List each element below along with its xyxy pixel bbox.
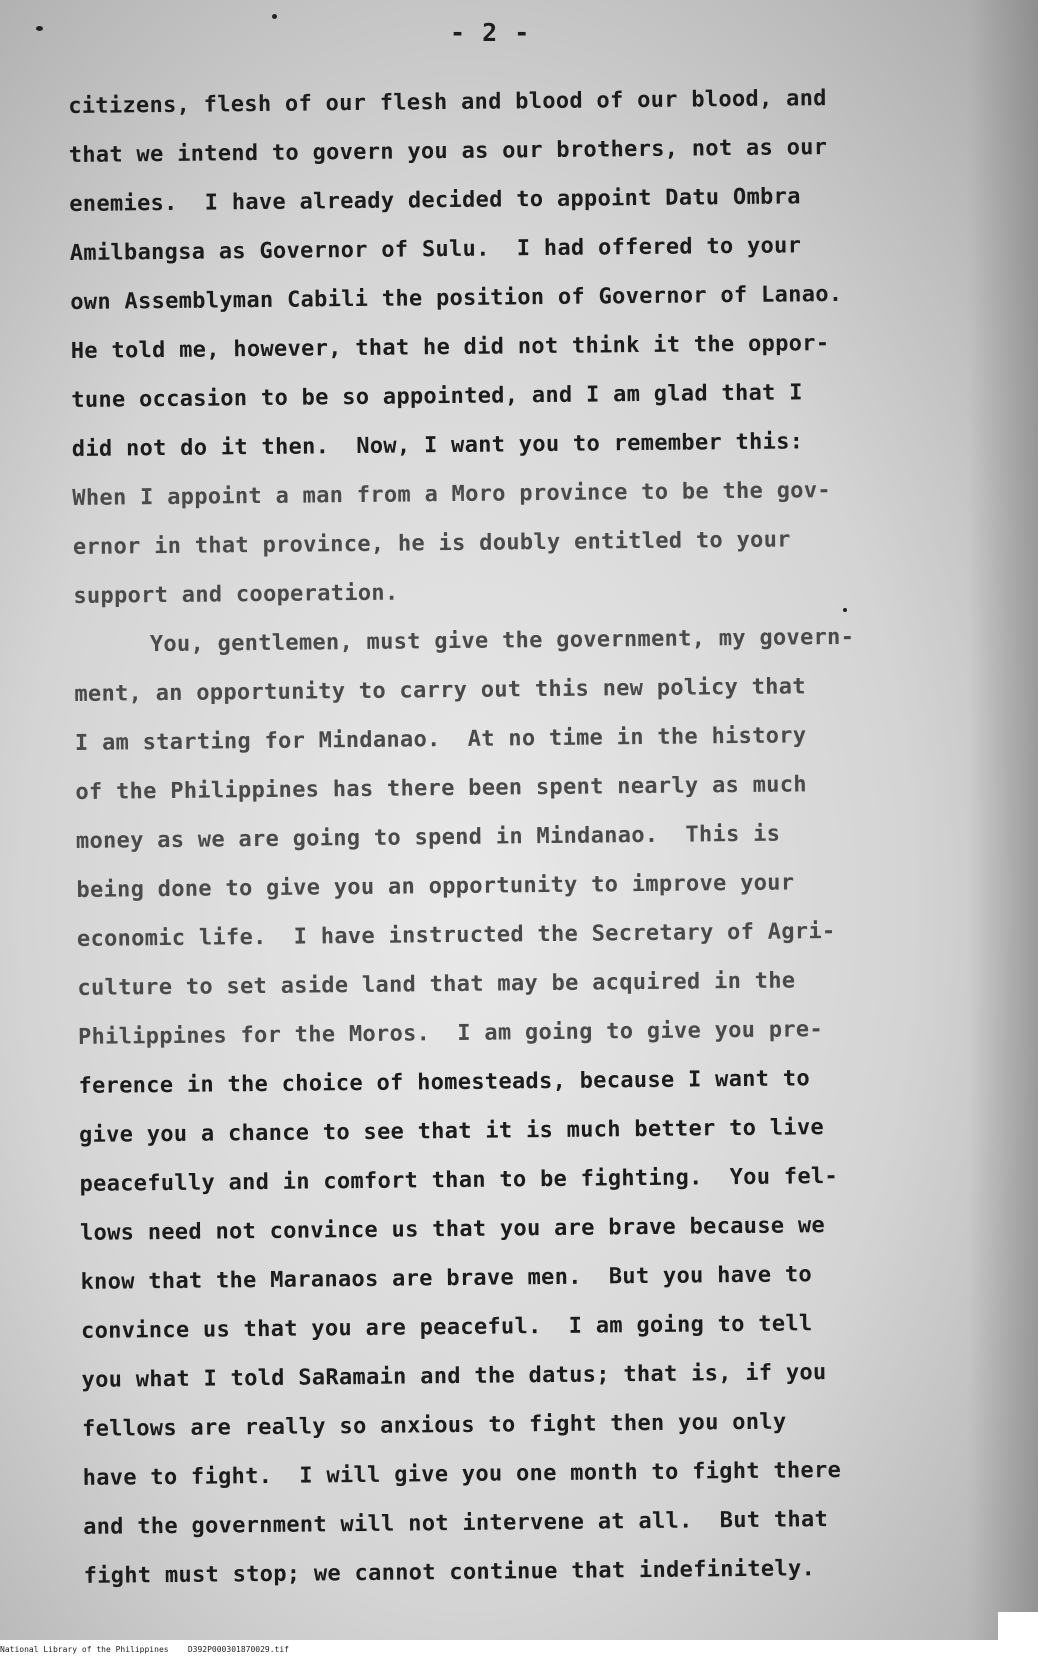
text-line: and the government will not intervene at all. But that [83,1507,829,1540]
text-line: ment, an opportunity to carry out this new policy that [74,674,806,707]
text-line: did not do it then. Now, I want you to remember this: [71,429,804,462]
text-line: money as we are going to spend in Mindanao. This is [75,821,781,854]
text-line: When I appoint a man from a Moro province to be the gov- [72,478,831,511]
text-line: you what I told SaRamain and the datus; that is, if you [81,1360,827,1393]
text-line: Amilbangsa as Governor of Sulu. I had offered to your [69,233,802,266]
body-text [68,73,984,1601]
text-line: ference in the choice of homesteads, because I want to [78,1066,811,1099]
text-line: Philippines for the Moros. I am going to give you pre- [77,1017,824,1050]
text-line: culture to set aside land that may be acquired in the [77,968,796,1001]
text-line: have to fight. I will give you one month to fight there [82,1457,842,1491]
text-line: fellows are really so anxious to fight then you only [81,1409,787,1442]
scan-footer: National Library of the Philippines D392P000301870029.tif [0,1645,289,1654]
text-line: You, gentlemen, must give the government, my govern- [149,624,855,658]
text-line: give you a chance to see that it is much better to live [78,1115,825,1148]
text-line: enemies. I have already decided to appoint Datu Ombra [69,184,801,217]
page-number: - 2 - [450,18,531,47]
scan-corner [998,1612,1038,1642]
text-line: fight must stop; we cannot continue that indefinitely. [83,1556,816,1589]
text-line: convince us that you are peaceful. I am going to tell [80,1311,813,1344]
text-line: support and cooperation. [73,580,399,609]
text-line: economic life. I have instructed the Secretary of Agri- [76,919,836,952]
text-line: citizens, flesh of our flesh and blood of our blood, and [68,86,827,119]
text-line: ernor in that province, he is doubly entitled to your [72,527,791,560]
text-line: of the Philippines has there been spent nearly as much [75,772,807,805]
text-line: lows need not convince us that you are brave because we [79,1213,826,1246]
ink-speck [272,14,277,19]
text-line: own Assemblyman Cabili the position of Governor of Lanao. [70,281,843,315]
text-line: He told me, however, that he did not think it the oppor- [70,331,830,364]
text-line: that we intend to govern you as our brothers, not as our [68,135,828,168]
text-line: being done to give you an opportunity to improve your [76,870,795,903]
text-line: peacefully and in comfort than to be fighting. You fel- [79,1163,839,1197]
text-line: know that the Maranaos are brave men. But you have to [80,1262,813,1295]
text-line: I am starting for Mindanao. At no time in the history [74,723,807,756]
text-line: tune occasion to be so appointed, and I am glad that I [71,380,803,413]
ink-speck [36,26,43,31]
